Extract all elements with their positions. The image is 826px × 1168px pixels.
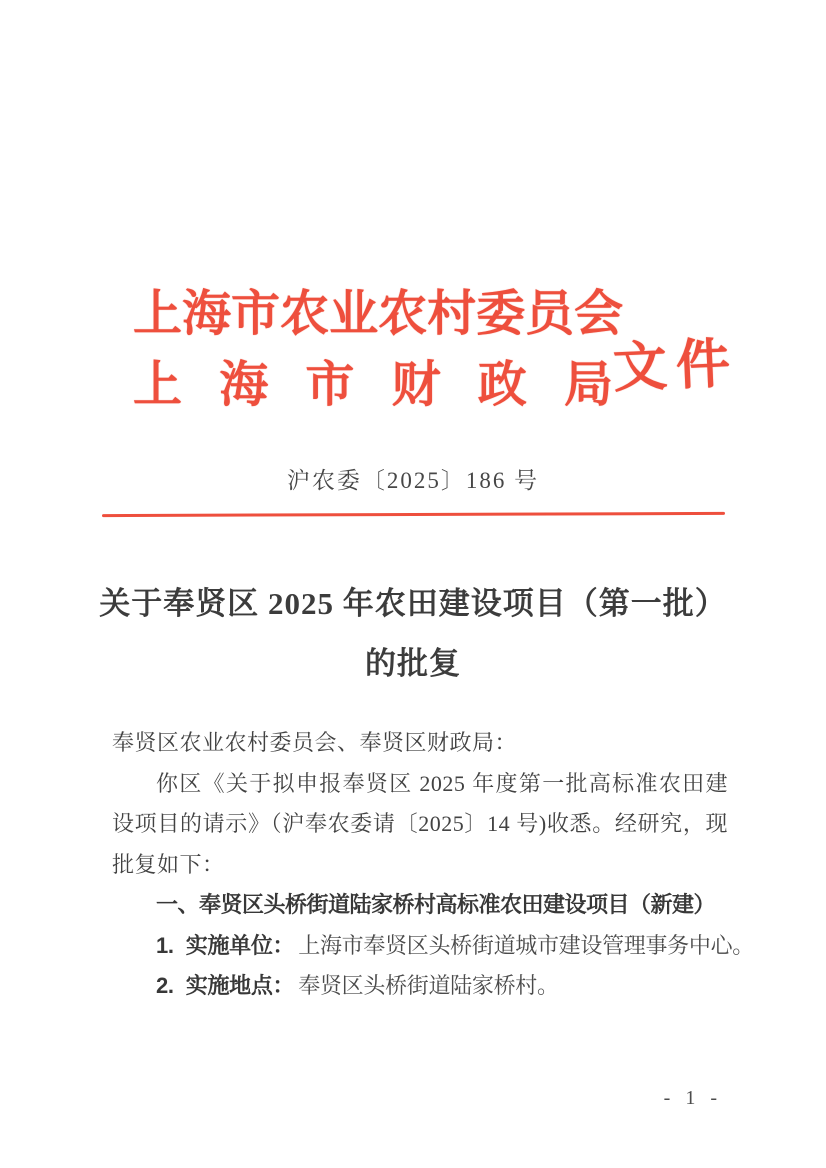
title-line-1: 关于奉贤区 2025 年农田建设项目（第一批） bbox=[99, 586, 727, 621]
item-1-label: 实施单位： bbox=[185, 932, 295, 958]
item-2-value: 奉贤区头桥街道陆家桥村。 bbox=[298, 973, 559, 998]
agency-names bbox=[133, 286, 624, 413]
document-body bbox=[112, 723, 754, 1007]
letterhead bbox=[133, 286, 739, 413]
agency-name-primary: 上 海 市 农 业 农 村 委 员 会 bbox=[133, 286, 624, 341]
opening-paragraph: 你区《关于拟申报奉贤区 2025 年度第一批高标准农田建设项目的请示》（沪奉农委请〔2025〕14 号)收悉。经研究，现批复如下： bbox=[112, 770, 728, 877]
title-line-2: 的批复 bbox=[365, 646, 461, 681]
item-2 bbox=[112, 966, 728, 1007]
item-1-value: 上海市奉贤区头桥街道城市建设管理事务中心。 bbox=[298, 932, 754, 958]
item-1 bbox=[112, 926, 754, 967]
red-divider-line bbox=[102, 512, 725, 517]
item-1-number: 1. bbox=[156, 932, 174, 958]
salutation: 奉贤区农业农村委员会、奉贤区财政局： bbox=[112, 730, 518, 755]
page-number: - 1 - bbox=[663, 1087, 722, 1109]
section-1-heading: 一、奉贤区头桥街道陆家桥村高标准农田建设项目（新建） bbox=[156, 892, 716, 917]
document-word: 文件 bbox=[611, 333, 741, 399]
document-number: 沪农委〔2025〕186 号 bbox=[286, 468, 540, 493]
item-2-label: 实施地点： bbox=[185, 973, 295, 998]
document-title bbox=[0, 574, 826, 694]
item-2-number: 2. bbox=[156, 973, 174, 998]
agency-name-secondary: 上 海 市 财 政 局 bbox=[133, 357, 613, 412]
